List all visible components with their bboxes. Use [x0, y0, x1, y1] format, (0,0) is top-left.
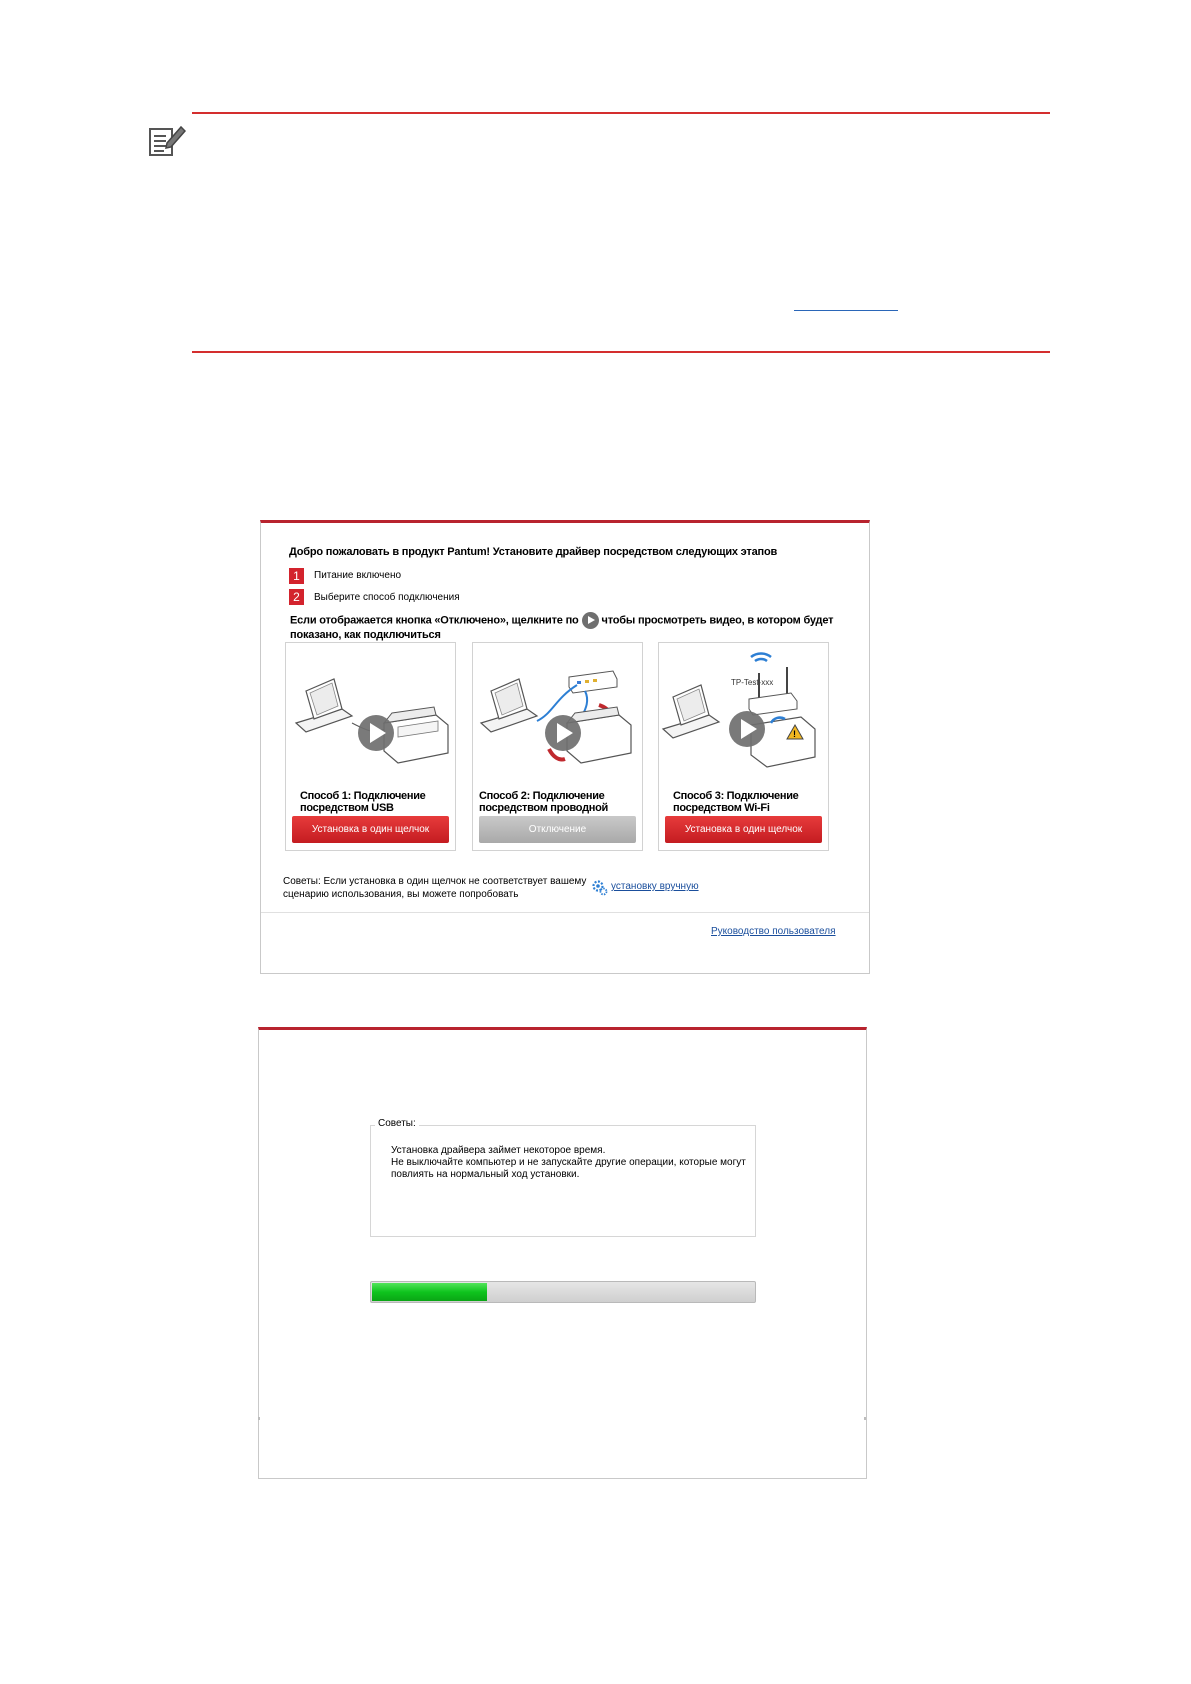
- progress-fill: [372, 1283, 487, 1301]
- method-caption-wifi: Способ 3: Подключение посредством Wi-Fi: [673, 790, 799, 814]
- step-text-1: Питание включено: [314, 570, 402, 581]
- video-hint-before: Если отображается кнопка «Отключено», щелкните по: [290, 614, 579, 627]
- step-text-2: Выберите способ подключения: [314, 592, 460, 603]
- user-guide-link[interactable]: Руководство пользователя: [711, 926, 836, 937]
- one-click-install-wifi-button[interactable]: Установка в один щелчок: [665, 816, 822, 843]
- tips-groupbox: [370, 1118, 756, 1237]
- method-caption-wired: Способ 2: Подключение посредством проводной: [479, 790, 608, 814]
- note-bottom-rule: [192, 351, 1050, 353]
- one-click-install-usb-button[interactable]: Установка в один щелчок: [292, 816, 449, 843]
- svg-text:!: !: [793, 729, 796, 739]
- tips-content: [391, 1145, 751, 1181]
- tips-legend: Советы:: [375, 1118, 419, 1129]
- footer-divider-left: [258, 1417, 260, 1420]
- method-card-usb: [285, 642, 456, 851]
- footer-divider-right: [864, 1417, 866, 1420]
- gear-icon: [592, 880, 608, 896]
- note-pencil-icon: [148, 123, 186, 159]
- play-icon[interactable]: [582, 612, 599, 629]
- step-badge-2: 2: [289, 589, 304, 605]
- tips-line-2: Не выключайте компьютер и не запускайте другие операции, которые могут повлиять на нормальный ход установки.: [391, 1157, 746, 1180]
- note-top-rule: [192, 112, 1050, 114]
- video-hint: [290, 612, 850, 642]
- installer-progress-window: [258, 1027, 867, 1479]
- wired-network-illustration: [473, 643, 642, 783]
- step-badge-1: 1: [289, 568, 304, 584]
- installer-welcome-window: [260, 520, 870, 974]
- install-progress-bar: [370, 1281, 756, 1303]
- welcome-title: Добро пожаловать в продукт Pantum! Установите драйвер посредством следующих этапов: [289, 546, 778, 558]
- tips-line-1: Установка драйвера займет некоторое время.: [391, 1145, 606, 1156]
- method-card-wired: [472, 642, 643, 851]
- method-caption-usb: Способ 1: Подключение посредством USB: [300, 790, 426, 814]
- video-hint-after: чтобы просмотреть видео, в котором будет показано, как подключиться: [290, 614, 834, 641]
- ssid-label: TP-Test-xxx: [731, 678, 774, 687]
- note-link[interactable]: [794, 296, 898, 311]
- tips-text: Советы: Если установка в один щелчок не соответствует вашему сценарию использования, вы можете попробовать: [283, 876, 587, 900]
- method-card-wifi: [658, 642, 829, 851]
- usb-connection-illustration: [286, 643, 455, 783]
- footer-divider: [261, 912, 869, 913]
- disabled-install-wired-button[interactable]: Отключение: [479, 816, 636, 843]
- manual-install-link[interactable]: установку вручную: [611, 881, 699, 892]
- wifi-connection-illustration: [659, 643, 828, 783]
